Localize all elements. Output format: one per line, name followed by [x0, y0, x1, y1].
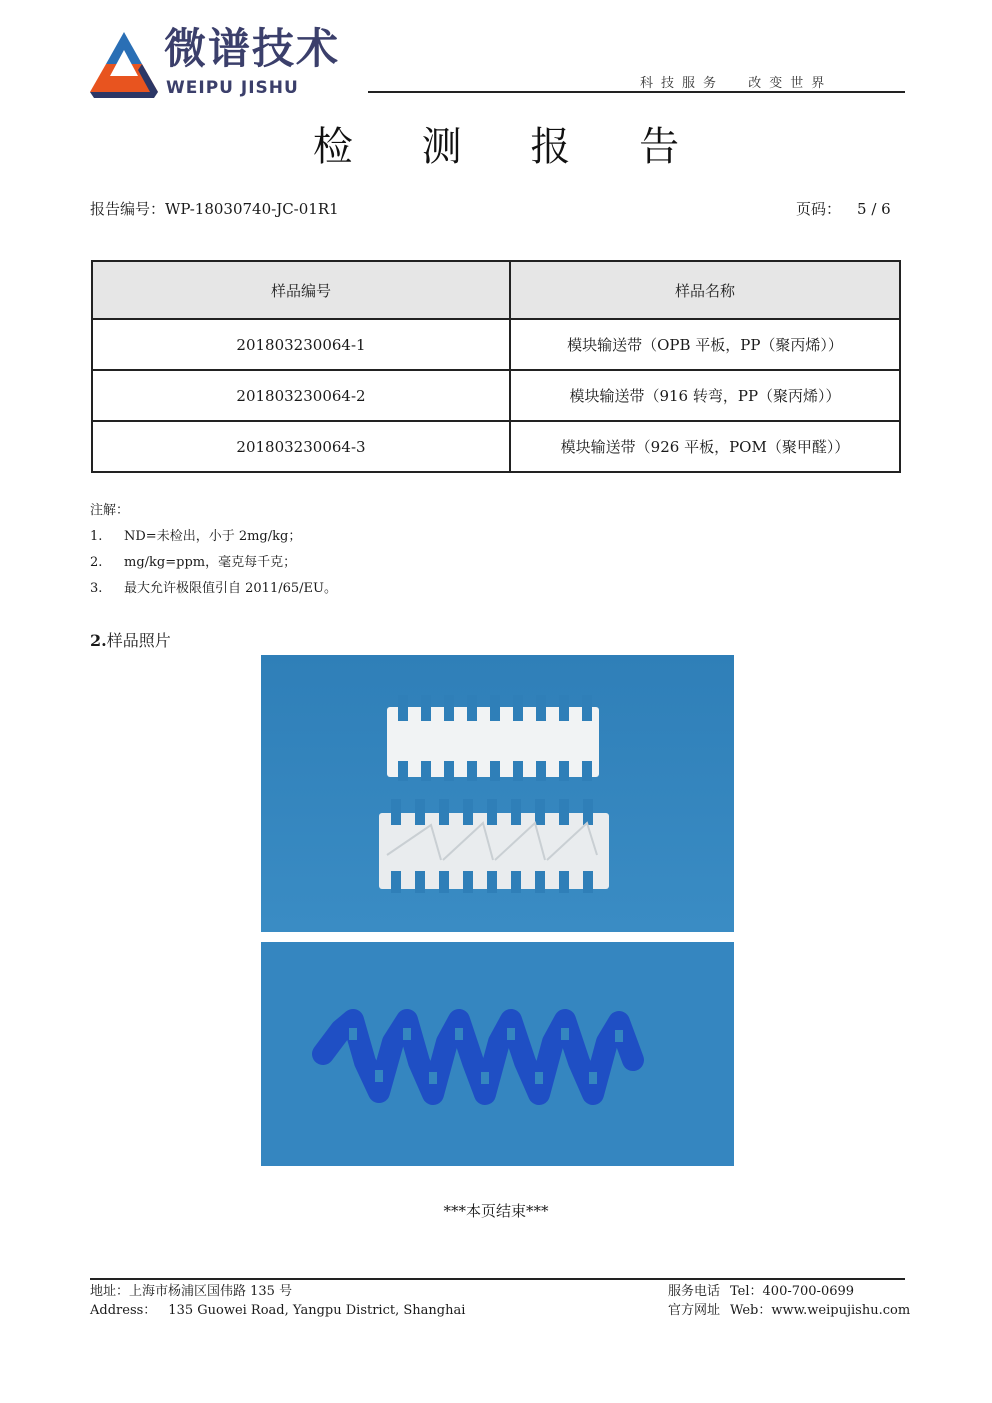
- tel-label: 服务电话: [668, 1284, 721, 1299]
- tel-value: Tel：400-700-0699: [730, 1284, 855, 1299]
- slogan: 科技服务 改变世界: [640, 76, 833, 91]
- address-en: [90, 1301, 465, 1320]
- note-number: 3.: [90, 581, 103, 596]
- table-header-row: [92, 261, 900, 319]
- page-number: [796, 198, 891, 219]
- web-line: [668, 1301, 910, 1320]
- address-en-value: 135 Guowei Road, Yangpu District, Shanghai: [168, 1303, 466, 1318]
- footer-address: [90, 1282, 465, 1320]
- sample-id-cell: 201803230064-1: [92, 319, 510, 370]
- sample-name-cell: 模块输送带（OPB 平板，PP（聚丙烯））: [510, 319, 900, 370]
- note-text: mg/kg=ppm，毫克每千克；: [124, 555, 297, 570]
- section-heading: [90, 628, 171, 651]
- table-row: [92, 319, 900, 370]
- report-number: [90, 198, 339, 219]
- table-row: [92, 370, 900, 421]
- tel-line: [668, 1282, 910, 1301]
- report-title: 检 测 报 告: [312, 124, 708, 170]
- note-item: [90, 576, 337, 602]
- note-number: 2.: [90, 555, 103, 570]
- web-label: 官方网址: [668, 1303, 721, 1318]
- company-logo-icon: [88, 30, 160, 100]
- page-end-marker: ***本页结束***: [443, 1202, 549, 1220]
- section-number: 2.: [90, 631, 107, 650]
- sample-name-cell: 模块输送带（926 平板，POM（聚甲醛））: [510, 421, 900, 472]
- samples-table: [91, 260, 901, 473]
- footer-divider: [90, 1278, 905, 1280]
- page-number-value: 5 / 6: [857, 200, 891, 218]
- sample-id-cell: 201803230064-3: [92, 421, 510, 472]
- notes-heading: 注解：: [90, 503, 130, 518]
- sample-name-cell: 模块输送带（916 转弯，PP（聚丙烯））: [510, 370, 900, 421]
- sample-photo-white-modules: [261, 655, 734, 932]
- brand-name-cn: 微谱技术: [164, 24, 341, 73]
- column-header-sample-id: 样品编号: [92, 261, 510, 319]
- note-item: [90, 550, 337, 576]
- address-cn: 地址：上海市杨浦区国伟路 135 号: [90, 1284, 293, 1299]
- note-text: ND=未检出，小于 2mg/kg；: [124, 529, 302, 544]
- report-number-label: 报告编号：: [90, 200, 166, 218]
- sample-id-cell: 201803230064-2: [92, 370, 510, 421]
- note-text: 最大允许极限值引自 2011/65/EU。: [124, 581, 337, 596]
- address-en-label: Address：: [90, 1303, 157, 1318]
- report-number-value: WP-18030740-JC-01R1: [165, 200, 339, 218]
- sample-photo-blue-module: [261, 942, 734, 1166]
- note-item: [90, 524, 337, 550]
- column-header-sample-name: 样品名称: [510, 261, 900, 319]
- section-title: 样品照片: [106, 631, 171, 650]
- table-row: [92, 421, 900, 472]
- web-value[interactable]: Web：www.weipujishu.com: [730, 1303, 911, 1318]
- footer-contact: [668, 1282, 910, 1320]
- brand-name-en: WEIPU JISHU: [166, 78, 299, 98]
- page-number-label: 页码：: [796, 200, 842, 218]
- note-number: 1.: [90, 529, 103, 544]
- notes: [90, 498, 337, 602]
- header-divider: [368, 91, 905, 93]
